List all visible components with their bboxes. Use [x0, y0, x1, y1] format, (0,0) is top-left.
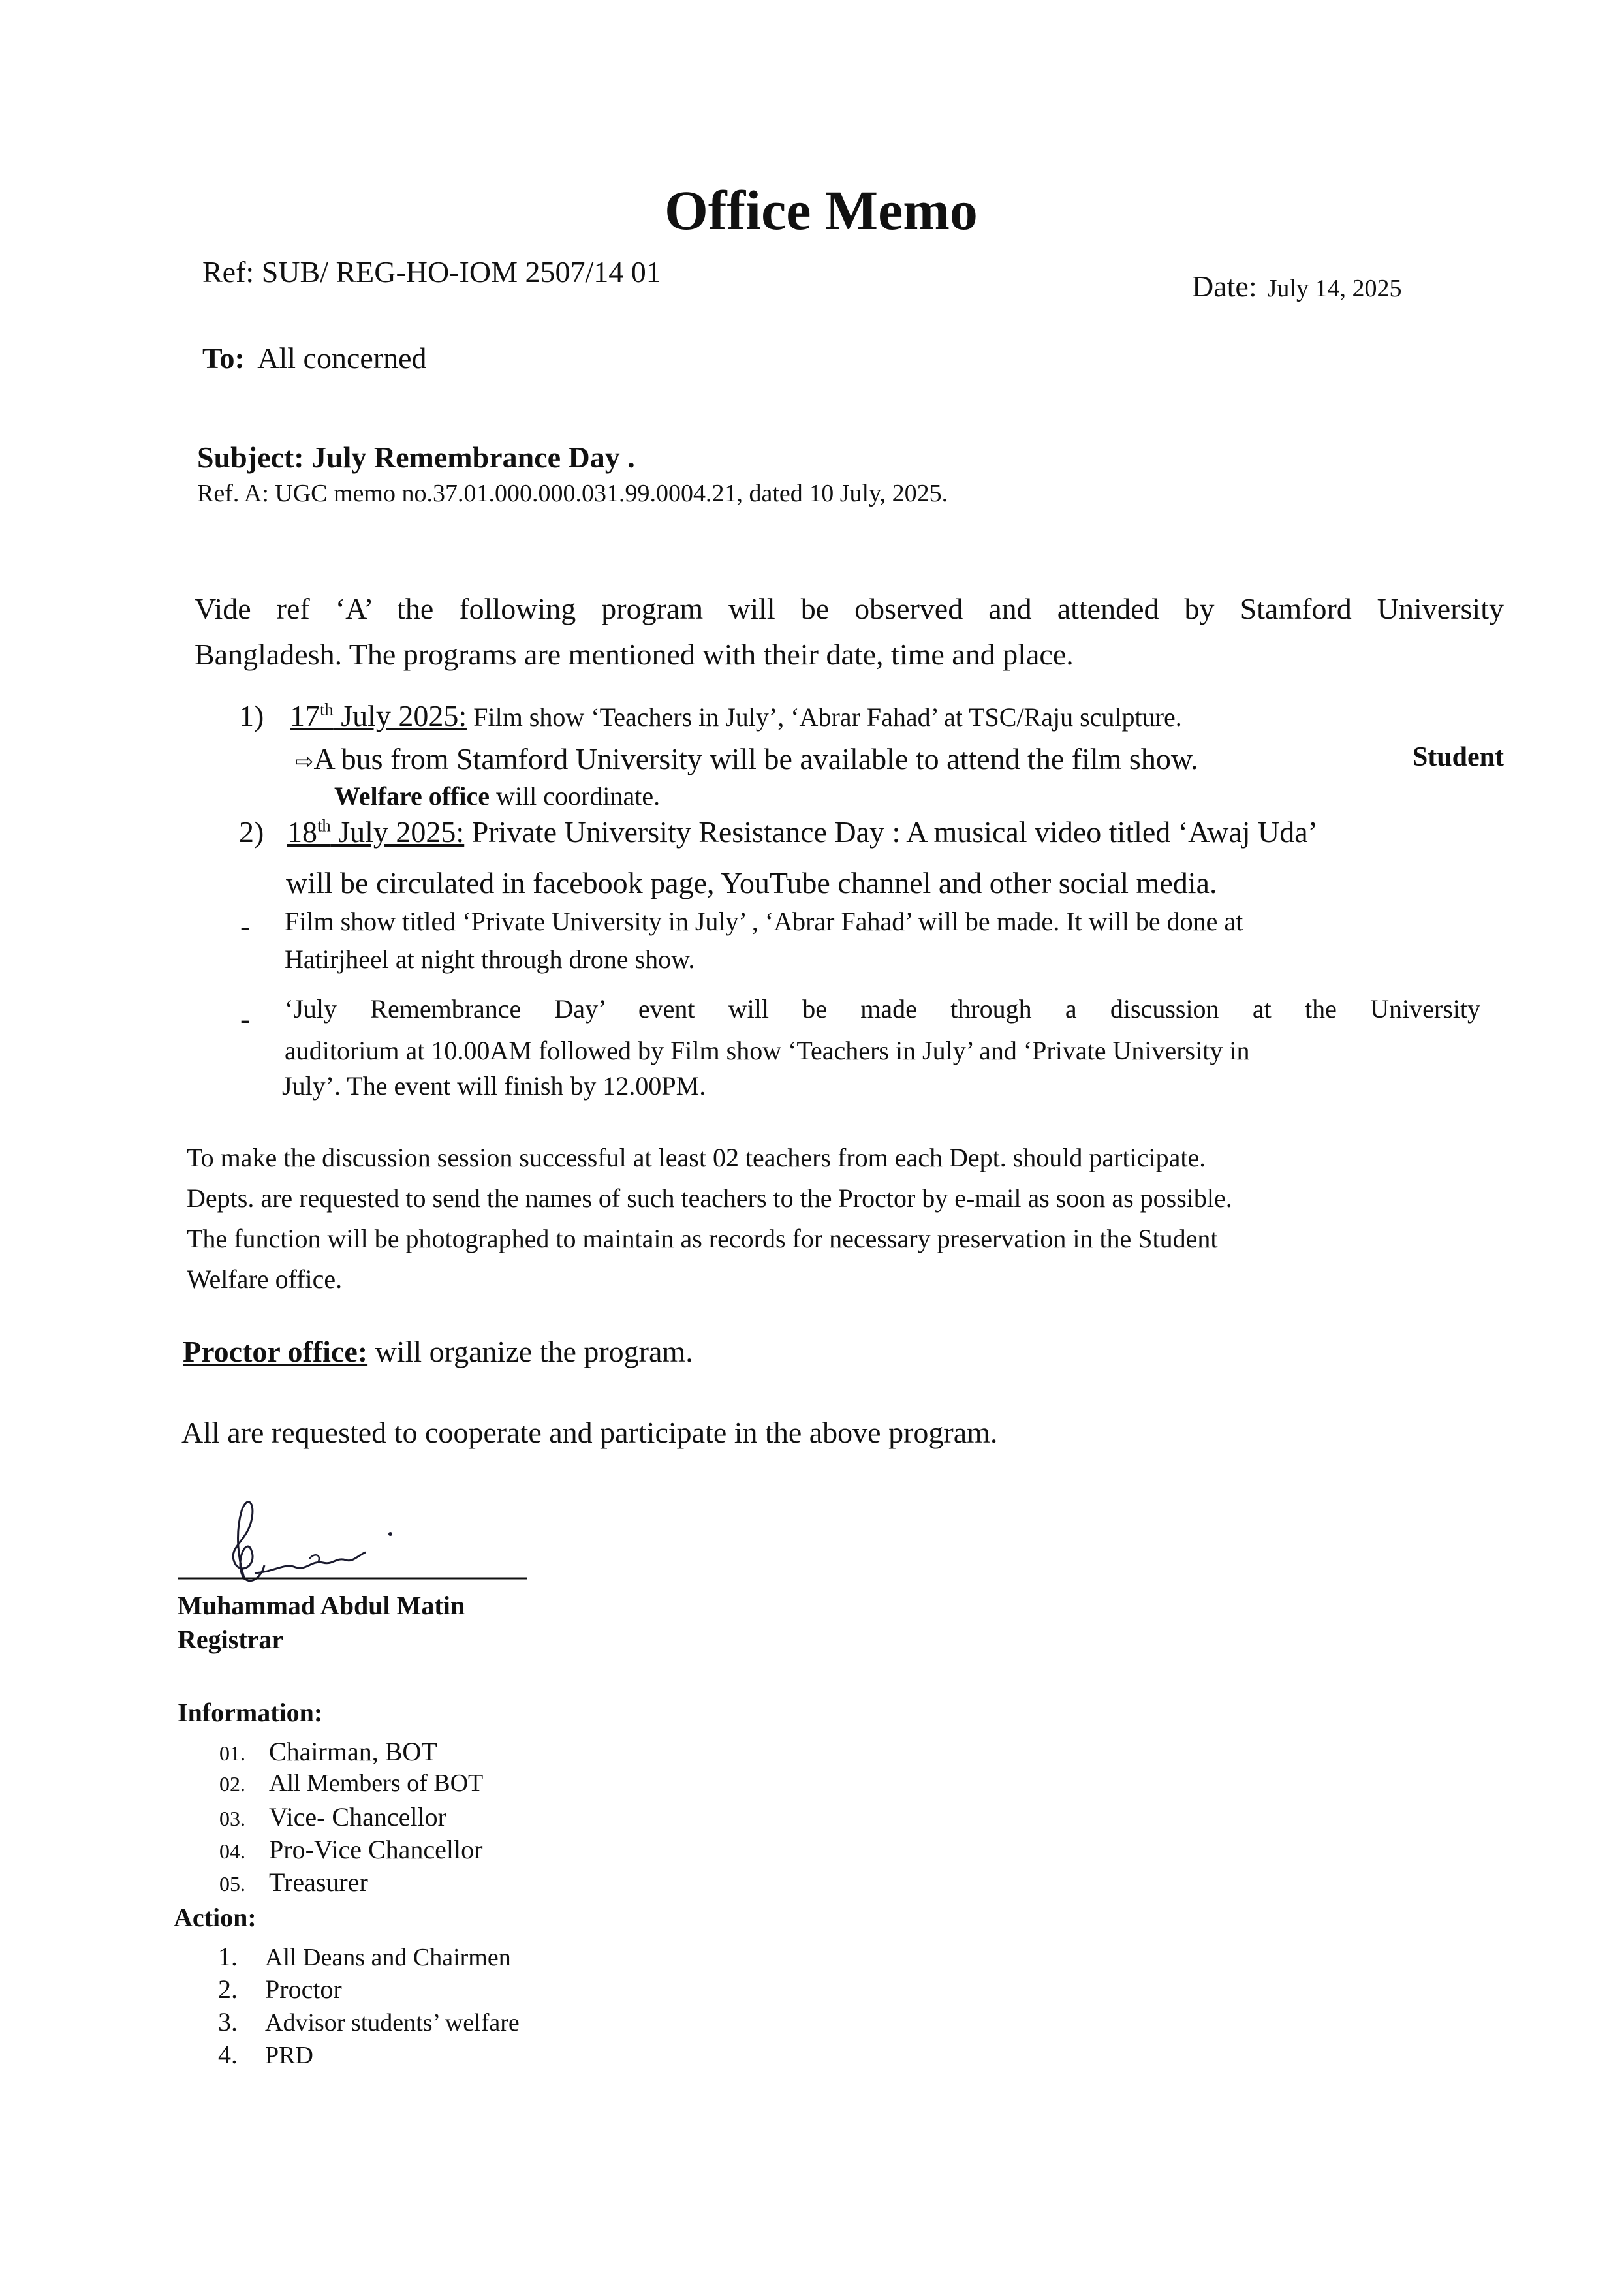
item-1-number: 1) [239, 699, 264, 732]
list-text: Treasurer [269, 1868, 368, 1897]
item-2-line-2: will be circulated in facebook page, YouTube channel and other social media. [286, 866, 1217, 899]
para-2-line-1: To make the discussion session successful at least 02 teachers from each Dept. should participate. [187, 1143, 1206, 1172]
item-1-bus: ⇨A bus from Stamford University will be available to attend the film show. [295, 742, 1198, 775]
action-heading: Action: [174, 1903, 257, 1932]
memo-title: Office Memo [664, 179, 978, 242]
para-2-line-2: Depts. are requested to send the names of such teachers to the Proctor by e-mail as soon as possible. [187, 1183, 1232, 1213]
information-list [219, 1736, 483, 1899]
bullet-1-line-1: Film show titled ‘Private University in July’ , ‘Abrar Fahad’ will be made. It will be done at [285, 907, 1243, 936]
list-item [219, 1834, 483, 1867]
proctor-office-label: Proctor office: [183, 1335, 368, 1368]
list-text: Chairman, BOT [269, 1737, 437, 1766]
list-text: Vice- Chancellor [269, 1802, 446, 1832]
list-item [219, 1802, 483, 1834]
item-1-bus-line [295, 742, 1504, 776]
bullet-2-line-2: auditorium at 10.00AM followed by Film show ‘Teachers in July’ and ‘Private University in [285, 1036, 1250, 1065]
list-text: Advisor students’ welfare [265, 2009, 520, 2037]
list-item [218, 1974, 520, 2007]
action-list [218, 1941, 520, 2072]
list-number: 2. [218, 1975, 238, 2004]
list-number: 3. [218, 2007, 238, 2037]
list-text: Proctor [265, 1975, 342, 2004]
date-value: July 14, 2025 [1267, 275, 1402, 302]
memo-ref: Ref: SUB/ REG-HO-IOM 2507/14 01 [202, 255, 661, 289]
intro-line-1: Vide ref ‘A’ the following program will be observed and attended by Stamford University [195, 592, 1504, 625]
item-1-line [290, 698, 1182, 733]
list-text: All Deans and Chairmen [265, 1944, 511, 1971]
item-1-welfare-office: Welfare office [334, 781, 490, 811]
to-label: To: [202, 341, 245, 375]
memo-subject: Subject: July Remembrance Day . [197, 441, 635, 474]
list-text: All Members of BOT [269, 1770, 484, 1797]
bullet-2-line-1: ‘July Remembrance Day’ event will be made through a discussion at the University [285, 994, 1480, 1024]
bullet-1-dash: - [240, 909, 251, 943]
memo-to [202, 341, 427, 375]
closing-line: All are requested to cooperate and participate in the above program. [181, 1416, 998, 1449]
list-number: 1. [218, 1942, 238, 1971]
signatory-designation: Registrar [178, 1625, 284, 1654]
item-2-text: Private University Resistance Day : A musical video titled ‘Awaj Uda’ [464, 815, 1318, 849]
memo-ref-a: Ref. A: UGC memo no.37.01.000.000.031.99.0004.21, dated 10 July, 2025. [197, 480, 948, 507]
proctor-line [183, 1334, 693, 1369]
para-2-line-4: Welfare office. [187, 1264, 343, 1294]
list-item [219, 1736, 483, 1769]
bullet-2-dash: - [240, 1002, 251, 1035]
item-1-date: 17th July 2025: [290, 699, 467, 732]
date-label: Date: [1192, 270, 1257, 303]
bullet-1-line-2: Hatirjheel at night through drone show. [285, 945, 695, 974]
list-number: 04. [219, 1839, 245, 1863]
item-1-bus-bold: Student [1412, 742, 1504, 772]
list-number: 03. [219, 1807, 245, 1830]
list-item [218, 1941, 520, 1974]
proctor-office-text: will organize the program. [367, 1335, 693, 1368]
list-number: 4. [218, 2040, 238, 2069]
signature-image [170, 1495, 535, 1593]
signatory-name: Muhammad Abdul Matin [178, 1591, 465, 1620]
to-value: All concerned [257, 341, 427, 375]
list-item [219, 1867, 483, 1899]
item-2-line-1 [287, 815, 1318, 849]
list-text: PRD [265, 2042, 313, 2069]
item-1-text: Film show ‘Teachers in July’, ‘Abrar Fahad’ at TSC/Raju sculpture. [467, 702, 1182, 732]
list-item [218, 2039, 520, 2072]
item-1-coordinate-line [334, 781, 660, 811]
list-number: 02. [219, 1772, 245, 1796]
list-text: Pro-Vice Chancellor [269, 1835, 483, 1864]
item-2-number: 2) [239, 815, 264, 849]
arrow-right-icon: ⇨ [295, 749, 314, 775]
item-2-date: 18th July 2025: [287, 815, 465, 849]
list-item [219, 1769, 483, 1802]
memo-date [1192, 269, 1401, 304]
list-number: 05. [219, 1872, 245, 1896]
item-1-coordinate: will coordinate. [490, 781, 661, 811]
para-2-line-3: The function will be photographed to maintain as records for necessary preservation in the Student [187, 1224, 1218, 1253]
intro-line-2: Bangladesh. The programs are mentioned with their date, time and place. [195, 638, 1074, 671]
list-item [218, 2007, 520, 2039]
information-heading: Information: [178, 1698, 323, 1727]
bullet-2-line-3: July’. The event will finish by 12.00PM. [282, 1071, 706, 1101]
list-number: 01. [219, 1742, 245, 1765]
